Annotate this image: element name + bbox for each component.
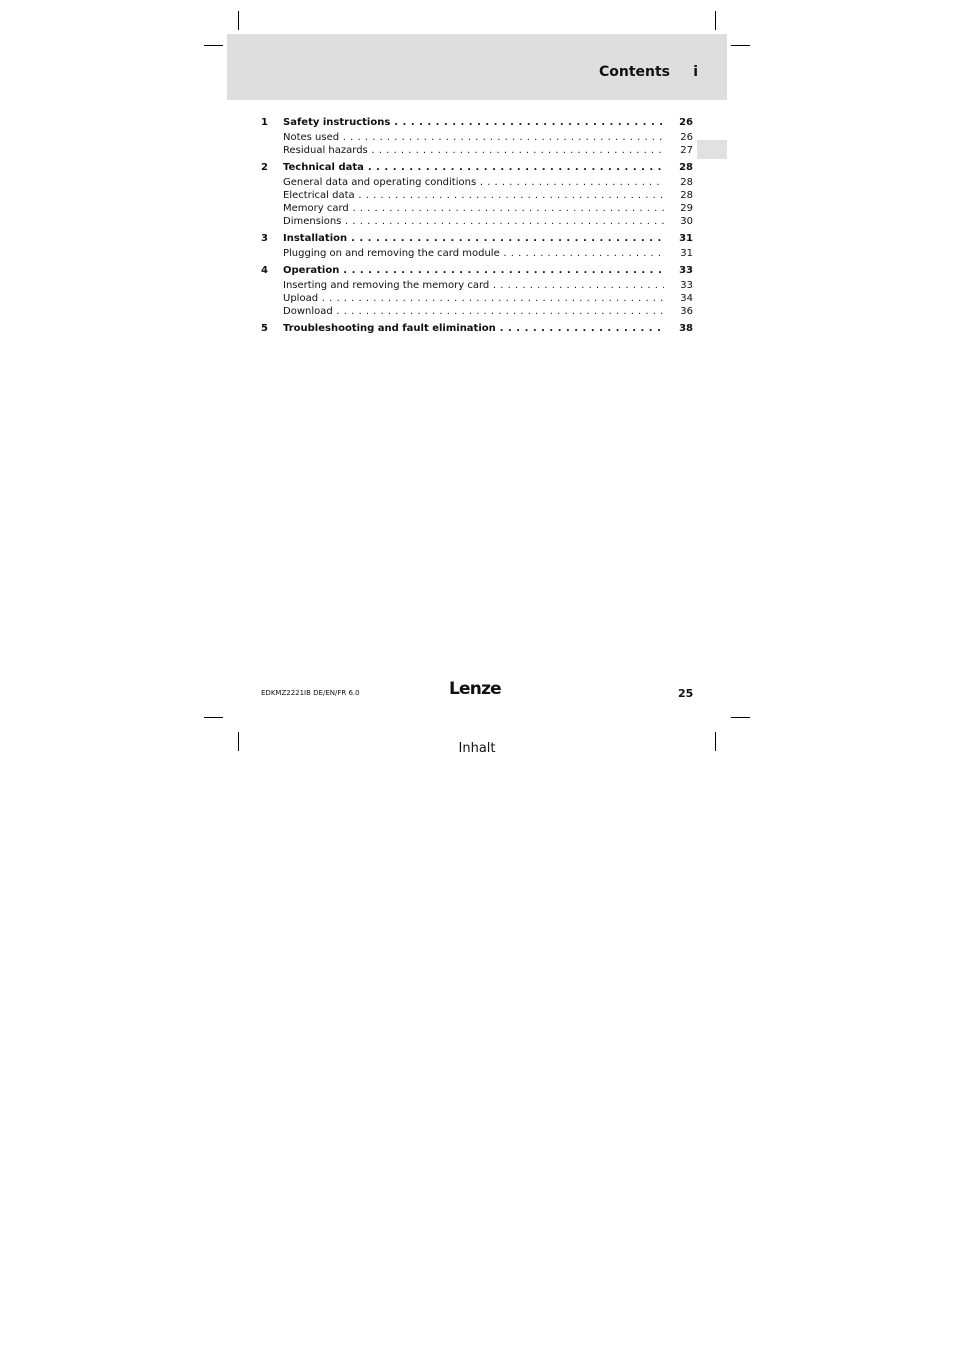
toc-entry-title[interactable]: Safety instructions . . . — [283, 116, 664, 129]
toc-entry-title[interactable]: Technical data . . . — [283, 161, 664, 174]
toc-chapter-row[interactable] — [261, 232, 693, 245]
toc-section-row[interactable] — [261, 144, 693, 157]
table-of-contents — [261, 112, 693, 337]
toc-entry-title[interactable]: Electrical data . . . — [283, 189, 664, 202]
toc-entry-title[interactable]: Plugging on and removing the card module . . . — [283, 247, 664, 260]
lenze-logo: Lenze — [449, 679, 501, 699]
toc-section-row[interactable] — [261, 279, 693, 292]
page-title: Contents — [598, 64, 670, 80]
toc-page-number: 31 — [679, 233, 693, 244]
toc-page-number: 26 — [679, 117, 693, 128]
toc-entry-title[interactable]: Upload . . . — [283, 292, 664, 305]
toc-entry-title[interactable]: Memory card . . . — [283, 202, 664, 215]
toc-page-number: 33 — [680, 280, 693, 291]
crop-mark-top-left-horizontal — [204, 45, 223, 46]
toc-chapter-row[interactable] — [261, 264, 693, 277]
page-number: 25 — [678, 687, 694, 700]
document-id: EDKMZ2221IB DE/EN/FR 6.0 — [261, 689, 360, 697]
toc-section-row[interactable] — [261, 202, 693, 215]
toc-page-number: 26 — [680, 132, 693, 143]
toc-page-number: 38 — [679, 323, 693, 334]
toc-page-number: 27 — [680, 145, 693, 156]
toc-entry-title[interactable]: Installation . . . — [283, 232, 664, 245]
toc-chapter-row[interactable] — [261, 161, 693, 174]
crop-mark-top-right-horizontal — [731, 45, 750, 46]
page-header — [227, 34, 727, 100]
toc-page-number: 28 — [679, 162, 693, 173]
toc-chapter-number: 3 — [261, 233, 268, 244]
page-caption: Inhalt — [458, 741, 496, 756]
crop-mark-bottom-left-horizontal — [204, 717, 223, 718]
toc-chapter-number: 1 — [261, 117, 268, 128]
toc-page-number: 33 — [679, 265, 693, 276]
info-icon: i — [693, 64, 698, 80]
toc-chapter-number: 2 — [261, 162, 268, 173]
toc-entry-title[interactable]: Inserting and removing the memory card . . . — [283, 279, 664, 292]
toc-entry-title[interactable]: Download . . . — [283, 305, 664, 318]
crop-mark-bottom-right-horizontal — [731, 717, 750, 718]
toc-section-row[interactable] — [261, 176, 693, 189]
toc-section-row[interactable] — [261, 131, 693, 144]
toc-section-row[interactable] — [261, 215, 693, 228]
toc-entry-title[interactable]: General data and operating conditions . . . — [283, 176, 664, 189]
toc-chapter-row[interactable] — [261, 322, 693, 335]
toc-entry-title[interactable]: Residual hazards . . . — [283, 144, 664, 157]
toc-section-row[interactable] — [261, 247, 693, 260]
crop-mark-top-right-vertical — [715, 11, 716, 30]
toc-page-number: 29 — [680, 203, 693, 214]
toc-entry-title[interactable]: Notes used . . . — [283, 131, 664, 144]
toc-section-row[interactable] — [261, 189, 693, 202]
toc-page-number: 28 — [680, 190, 693, 201]
toc-chapter-number: 4 — [261, 265, 268, 276]
toc-chapter-number: 5 — [261, 323, 268, 334]
crop-mark-top-left-vertical — [238, 11, 239, 30]
toc-section-row[interactable] — [261, 292, 693, 305]
toc-section-row[interactable] — [261, 305, 693, 318]
toc-entry-title[interactable]: Operation . . . — [283, 264, 664, 277]
toc-chapter-row[interactable] — [261, 116, 693, 129]
toc-entry-title[interactable]: Dimensions . . . — [283, 215, 664, 228]
toc-page-number: 34 — [680, 293, 693, 304]
toc-page-number: 31 — [680, 248, 693, 259]
toc-page-number: 28 — [680, 177, 693, 188]
toc-entry-title[interactable]: Troubleshooting and fault elimination . . . — [283, 322, 664, 335]
toc-page-number: 30 — [680, 216, 693, 227]
chapter-tab-marker — [697, 140, 727, 159]
toc-page-number: 36 — [680, 306, 693, 317]
